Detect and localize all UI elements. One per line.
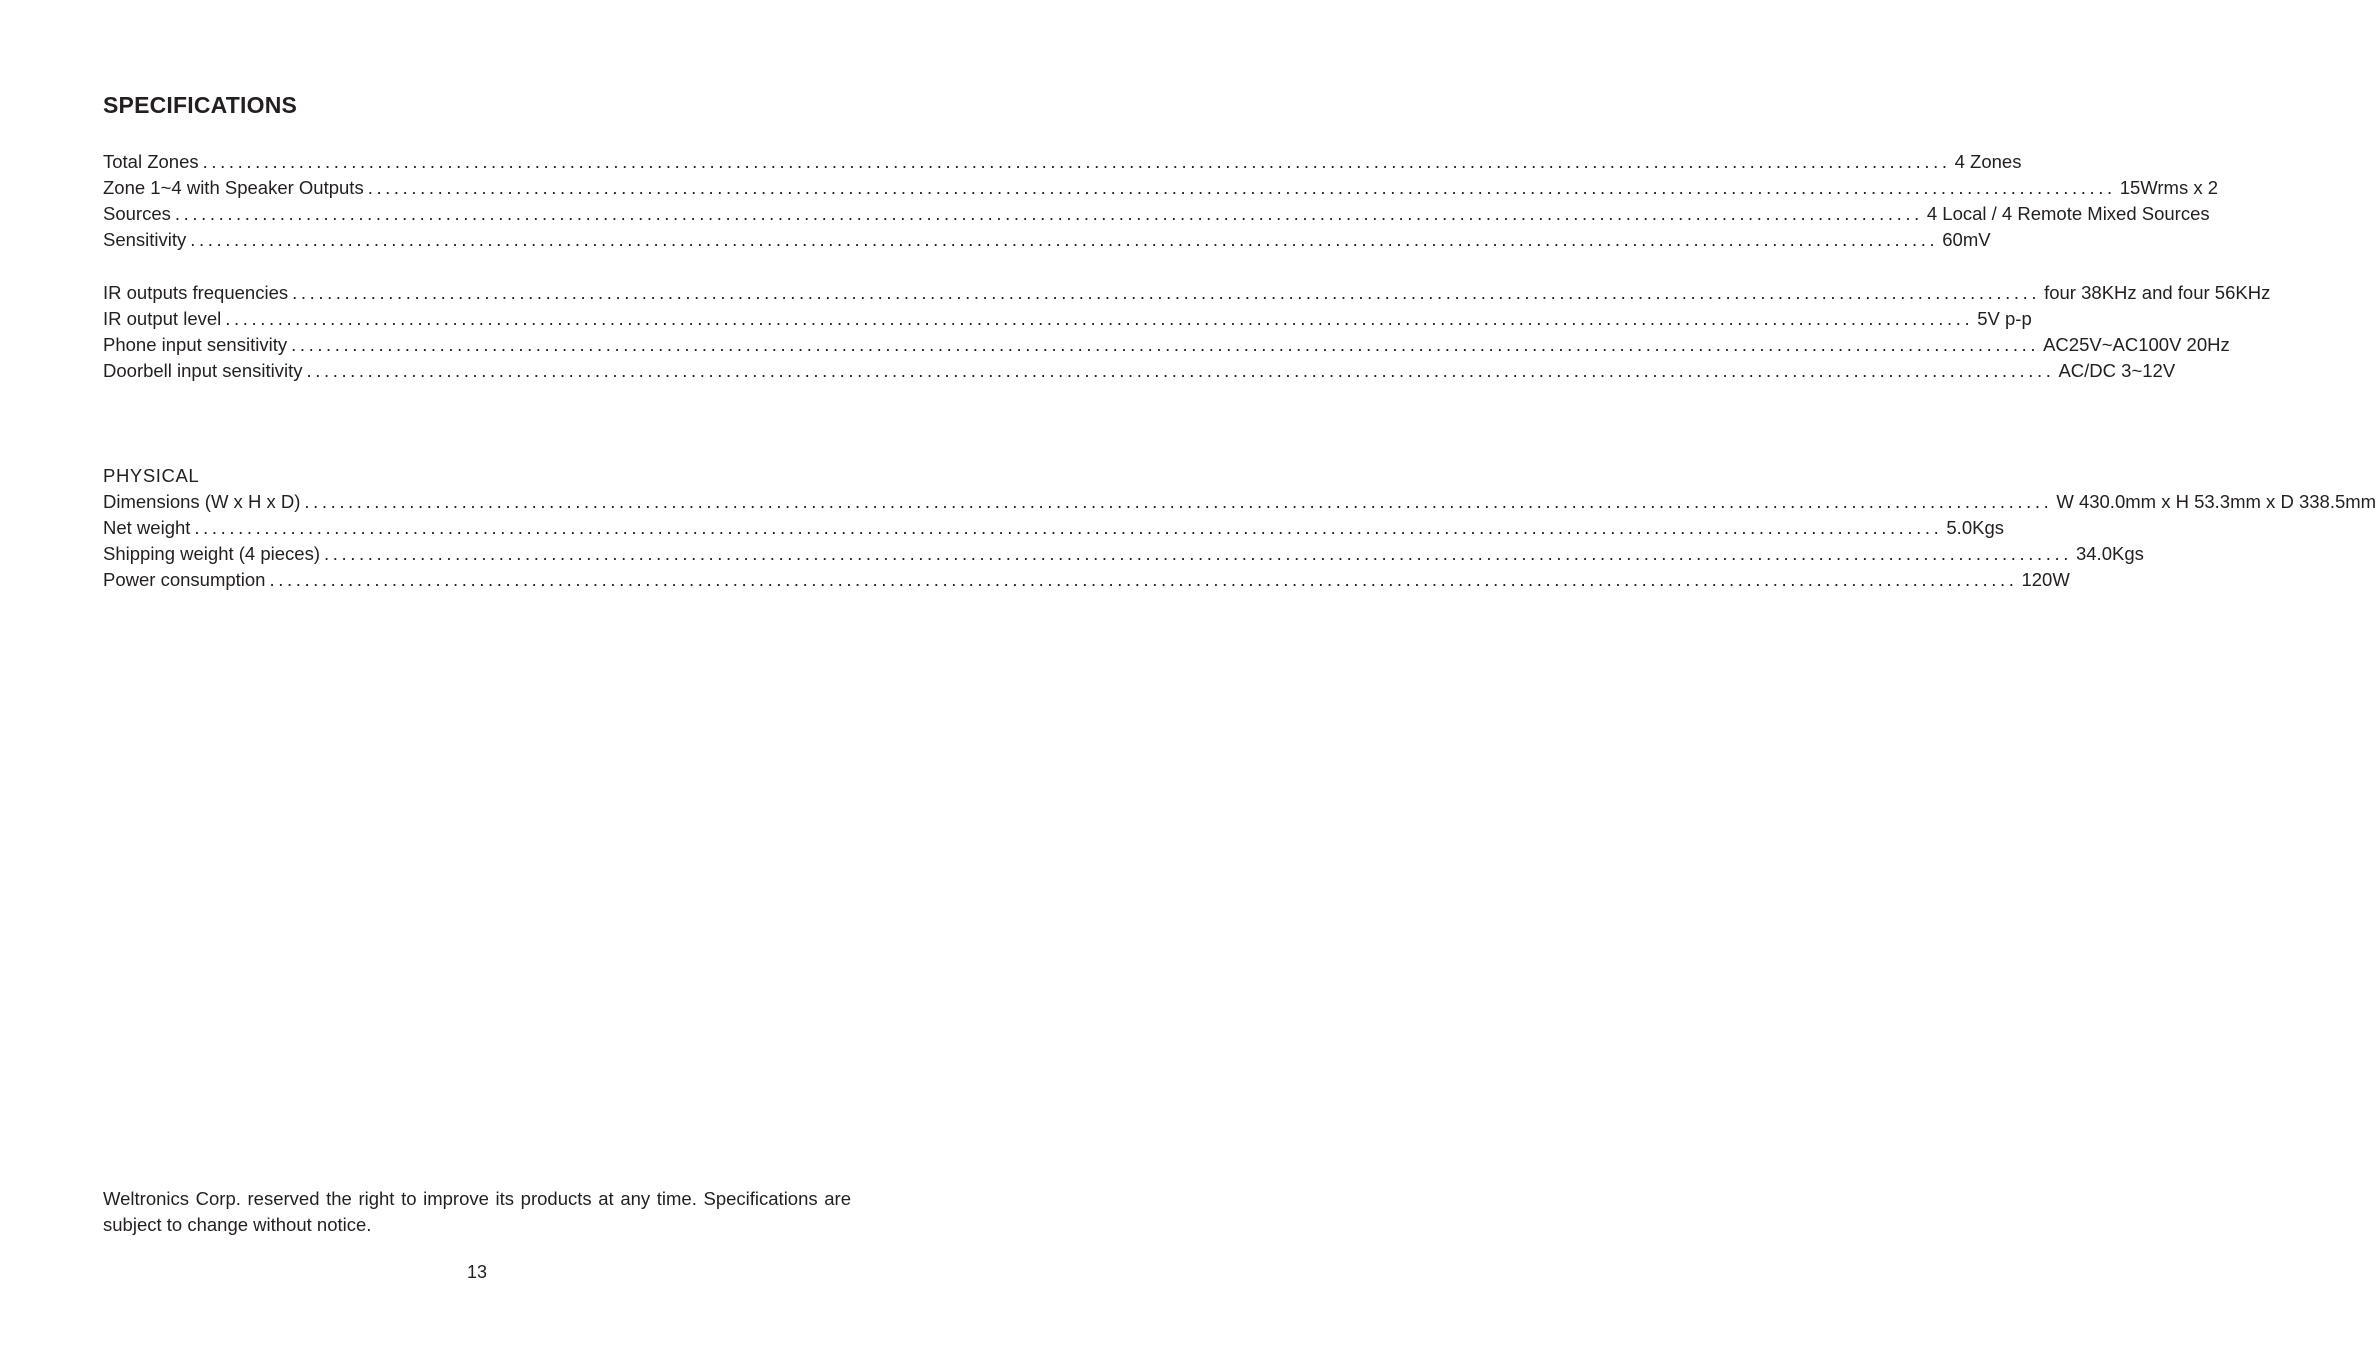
spec-value: AC/DC 3~12V (2058, 360, 2176, 381)
dot-leader: ........................................................................................................................................................................................................ (194, 517, 1943, 538)
spec-value: 4 Zones (1954, 151, 2022, 172)
dot-leader: ........................................................................................................................................................................................................ (306, 360, 2055, 381)
dot-leader: ........................................................................................................................................................................................................ (174, 203, 1923, 224)
io-specs (103, 280, 2271, 384)
spec-label: Phone input sensitivity (103, 334, 288, 355)
page-number: 13 (466, 1262, 488, 1282)
spec-label: Sensitivity (103, 229, 187, 250)
spec-value: 60mV (1942, 229, 1991, 250)
spec-label: Zone 1~4 with Speaker Outputs (103, 177, 364, 198)
general-specs (103, 149, 2219, 253)
spec-label: Dimensions (W x H x D) (103, 491, 301, 512)
dot-leader: ........................................................................................................................................................................................................ (190, 229, 1939, 250)
spec-value: 15Wrms x 2 (2119, 177, 2219, 198)
spec-row-phone-sensitivity (103, 332, 2230, 358)
dot-leader: ........................................................................................................................................................................................................ (304, 491, 2053, 512)
spec-value: 5V p-p (1977, 308, 2032, 329)
dot-leader: ........................................................................................................................................................................................................ (367, 177, 2116, 198)
section-heading-physical: PHYSICAL (103, 465, 200, 486)
spec-label: IR output level (103, 308, 222, 329)
dot-leader: ........................................................................................................................................................................................................ (269, 569, 2018, 590)
dot-leader: ........................................................................................................................................................................................................ (225, 308, 1974, 329)
spec-value: 4 Local / 4 Remote Mixed Sources (1926, 203, 2210, 224)
page-title: SPECIFICATIONS (103, 92, 298, 118)
footer-note: Weltronics Corp. reserved the right to improve its products at any time. Specifications are subject to change without notice. (103, 1188, 851, 1235)
spec-label: Total Zones (103, 151, 199, 172)
spec-label: Net weight (103, 517, 191, 538)
spec-row-total-zones (103, 149, 2022, 175)
spec-row-doorbell-sensitivity (103, 358, 2176, 384)
spec-label: Shipping weight (4 pieces) (103, 543, 320, 564)
dot-leader: ........................................................................................................................................................................................................ (202, 151, 1951, 172)
spec-row-ir-level (103, 306, 2032, 332)
dot-leader: ........................................................................................................................................................................................................ (291, 334, 2040, 355)
spec-row-ir-frequencies (103, 280, 2271, 306)
dot-leader: ........................................................................................................................................................................................................ (324, 543, 2072, 564)
spec-value: W 430.0mm x H 53.3mm x D 338.5mm (2056, 491, 2376, 512)
spec-value: AC25V~AC100V 20Hz (2043, 334, 2230, 355)
spec-row-dimensions (103, 489, 2376, 515)
spec-value: 120W (2021, 569, 2070, 590)
spec-row-sensitivity (103, 227, 1991, 253)
dot-leader: ........................................................................................................................................................................................................ (292, 282, 2041, 303)
spec-value: 5.0Kgs (1946, 517, 2004, 538)
spec-row-power-consumption (103, 567, 2070, 593)
spec-label: Sources (103, 203, 171, 224)
spec-label: Doorbell input sensitivity (103, 360, 303, 381)
spec-label: IR outputs frequencies (103, 282, 289, 303)
physical-specs (103, 463, 2376, 593)
spec-row-sources (103, 201, 2210, 227)
spec-row-net-weight (103, 515, 2004, 541)
spec-value: 34.0Kgs (2075, 543, 2144, 564)
spec-row-shipping-weight (103, 541, 2144, 567)
spec-label: Power consumption (103, 569, 266, 590)
spec-value: four 38KHz and four 56KHz (2044, 282, 2271, 303)
spec-row-zone-outputs (103, 175, 2219, 201)
